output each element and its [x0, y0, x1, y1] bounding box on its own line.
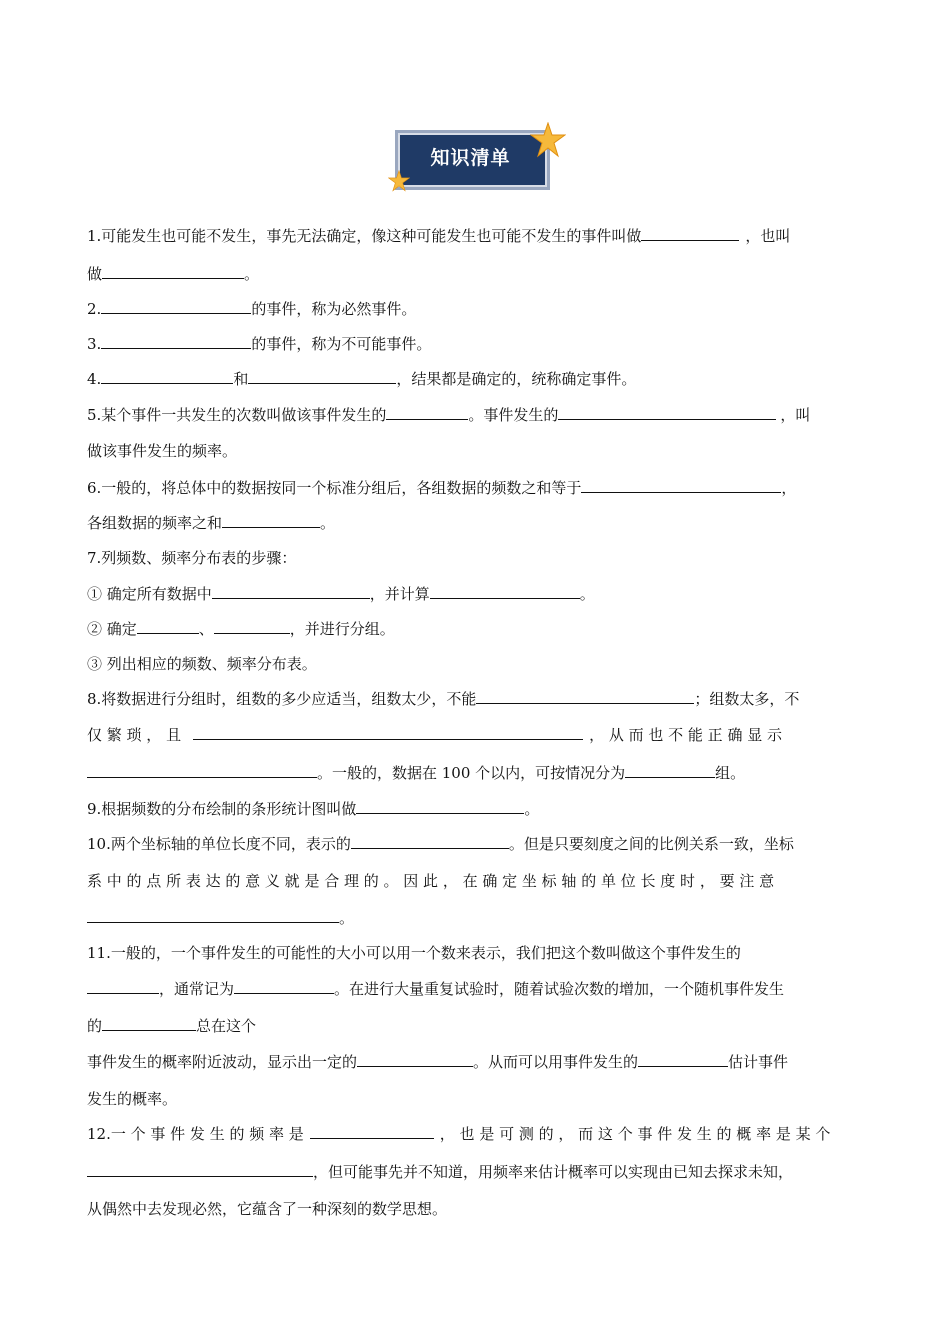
answer-blank[interactable] — [641, 225, 739, 241]
item-3: 3. 的事件，称为不可能事件。 — [87, 335, 432, 353]
item-12-line-3: 从偶然中去发现必然，它蕴含了一种深刻的数学思想。 — [87, 1200, 448, 1218]
answer-blank[interactable] — [351, 833, 509, 849]
answer-blank[interactable] — [310, 1123, 434, 1139]
item-11-line-1: 11.一般的，一个事件发生的可能性的大小可以用一个数来表示，我们把这个数叫做这个事件发生的 — [87, 944, 741, 962]
section-banner — [388, 118, 568, 196]
answer-blank[interactable] — [193, 724, 583, 740]
item-10-line-1: 10.两个坐标轴的单位长度不同，表示的 。但是只要刻度之间的比例关系一致，坐标 — [87, 835, 794, 853]
answer-blank[interactable] — [101, 333, 251, 349]
item-6-line-1: 6.一般的，将总体中的数据按同一个标准分组后，各组数据的频数之和等于 ， — [87, 479, 797, 497]
item-12-line-1: 12.一 个 事 件 发 生 的 频 率 是 ， 也 是 可 测 的 ， 而 这 个 事 件 发 生 的 概 率 是 某 个 — [87, 1125, 831, 1143]
item-1-line-2: 做 。 — [87, 265, 260, 283]
item-11-line-2: ，通常记为 。在进行大量重复试验时，随着试验次数的增加，一个随机事件发生 — [87, 978, 784, 1000]
answer-blank[interactable] — [356, 798, 524, 814]
answer-blank[interactable] — [101, 298, 251, 314]
item-7-step-2: ② 确定 、 ，并进行分组。 — [87, 620, 395, 638]
answer-blank[interactable] — [558, 404, 776, 420]
answer-blank[interactable] — [222, 512, 320, 528]
item-2: 2. 的事件，称为必然事件。 — [87, 300, 417, 318]
answer-blank[interactable] — [102, 263, 244, 279]
answer-blank[interactable] — [357, 1051, 473, 1067]
item-10-line-2: 系 中 的 点 所 表 达 的 意 义 就 是 合 理 的 。 因 此 ， 在 确 定 坐 标 轴 的 单 位 长 度 时 ， 要 注 意 — [87, 872, 775, 890]
item-11-line-3: 的 总在这个 — [87, 1017, 257, 1035]
item-1-line-1: 1.可能发生也可能不发生，事先无法确定，像这种可能发生也可能不发生的事件叫做 ，也叫 — [87, 227, 791, 245]
item-8-line-2: 仅 繁 琐 ， 且 ， 从 而 也 不 能 正 确 显 示 — [87, 726, 782, 744]
item-5-line-2: 做该事件发生的频率。 — [87, 442, 238, 460]
item-11-line-4: 事件发生的概率附近波动，显示出一定的 。从而可以用事件发生的 估计事件 — [87, 1053, 789, 1071]
item-6-line-2: 各组数据的频率之和 。 — [87, 514, 336, 532]
answer-blank[interactable] — [212, 583, 370, 599]
answer-blank[interactable] — [625, 762, 715, 778]
answer-blank[interactable] — [476, 688, 694, 704]
item-7-title: 7.列频数、频率分布表的步骤： — [87, 549, 297, 567]
answer-blank[interactable] — [430, 583, 580, 599]
item-7-step-1: ① 确定所有数据中 ，并计算 。 — [87, 585, 595, 603]
item-12-line-2: ，但可能事先并不知道，用频率来估计概率可以实现由已知去探求未知， — [87, 1161, 793, 1183]
answer-blank[interactable] — [214, 618, 290, 634]
answer-blank[interactable] — [234, 978, 334, 994]
answer-blank[interactable] — [87, 978, 159, 994]
answer-blank[interactable] — [638, 1051, 728, 1067]
answer-blank[interactable] — [137, 618, 199, 634]
answer-blank[interactable] — [581, 477, 781, 493]
answer-blank[interactable] — [87, 762, 317, 778]
answer-blank[interactable] — [102, 1015, 196, 1031]
answer-blank[interactable] — [248, 368, 396, 384]
item-9: 9.根据频数的分布绘制的条形统计图叫做 。 — [87, 800, 540, 818]
star-icon — [530, 122, 566, 158]
item-8-line-3: 。一般的，数据在 100 个以内，可按情况分为 组。 — [87, 762, 745, 784]
item-7-step-3: ③ 列出相应的频数、频率分布表。 — [87, 655, 317, 673]
item-5-line-1: 5.某个事件一共发生的次数叫做该事件发生的 。事件发生的 ，叫 — [87, 406, 811, 424]
star-icon — [388, 170, 410, 192]
answer-blank[interactable] — [386, 404, 468, 420]
answer-blank[interactable] — [87, 1161, 313, 1177]
banner-title: 知识清单 — [430, 147, 511, 169]
answer-blank[interactable] — [101, 368, 233, 384]
item-8-line-1: 8.将数据进行分组时，组数的多少应适当，组数太少，不能 ；组数太多，不 — [87, 690, 800, 708]
item-11-line-5: 发生的概率。 — [87, 1090, 178, 1108]
item-10-line-3: 。 — [87, 907, 354, 929]
answer-blank[interactable] — [87, 907, 339, 923]
item-4: 4. 和 ，结果都是确定的，统称确定事件。 — [87, 370, 637, 388]
